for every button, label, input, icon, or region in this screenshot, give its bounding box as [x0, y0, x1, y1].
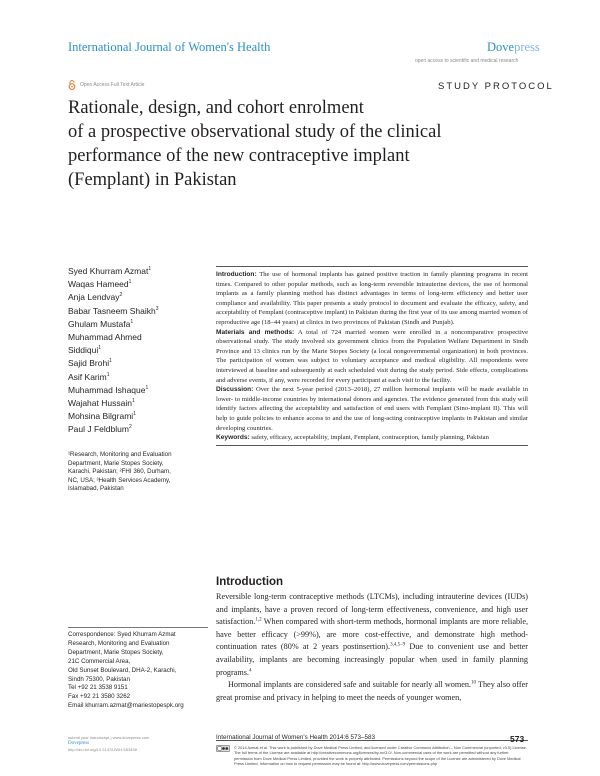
author: Syed Khurram Azmat$^1$: [68, 266, 152, 276]
author: Babar Tasneem Shaikh$^3$: [68, 305, 159, 316]
affiliation-line: NC, USA; ³Health Services Academy,: [68, 476, 171, 484]
abstract: [216, 266, 528, 446]
footer-dovepress: Dovepress: [68, 741, 90, 746]
publisher-logo-dark: press: [514, 40, 540, 54]
affiliation-line: Department, Marie Stopes Society,: [68, 459, 164, 467]
introduction-body: [216, 591, 528, 704]
author: Paul J Feldblum$^2$: [68, 424, 132, 435]
author: Asif Karim$^1$: [68, 371, 110, 382]
journal-name: International Journal of Women's Health: [68, 40, 271, 54]
correspondence-line: Correspondence: Syed Khurram Azmat: [68, 631, 176, 638]
open-access-lock-icon: [68, 80, 76, 90]
affiliations: [68, 451, 213, 494]
abstract-introduction: Introduction: The use of hormonal implants has gained positive traction in family planning programs in recent times. Compared to other popular methods, such as long-term reversible intrauterine devices, the use of hormonal implants as a family planning method has distinct advantages in terms of long-term efficiency and better user compliance and availability. This paper presents a study protocol to document and evaluate the efficacy, safety, and acceptability of Femplant (contraceptive implant) in Pakistan during the first year of its use among married women of reproductive age (18–44 years) at clinics in two provinces of Pakistan (Sindh and Punjab).: [216, 271, 528, 326]
correspondence-divider: [68, 627, 208, 628]
license-text: © 2014 Azmat et al. This work is published by Dove Medical Press Limited, and licensed under Creative Commons Attribution – Non Commercial (unported, v3.0) License. The full terms of the License are available at http://creativecommons.org/licenses/by-nc/3.0/. Non-commercial uses of the work are permitted without any further permission from Dove Medical Press Limited, provided the work is properly attributed. Permissions beyond the scope of the License are administered by Dove Medical Press Limited. Information on how to request permission may be found at: http://www.dovepress.com/permissions.php: [234, 745, 528, 766]
correspondence-line: Research, Monitoring and Evaluation: [68, 639, 170, 647]
correspondence-line: Department, Marie Stopes Society,: [68, 648, 164, 656]
affiliation-line: Islamabad, Pakistan: [68, 485, 124, 493]
abstract-discussion: Discussion: Over the next 5-year period (2013–2018), 27 million hormonal implants will be made available in lower- to middle-income countries by international donors and agencies. The evidence generated from this study will identify factors affecting the acceptability and satisfaction of end users with Femplant (Sino-implant II). This will help to guide policies to enhance access to and the use of long-acting contraceptive implants in Pakistan and similar developing countries.: [216, 386, 528, 432]
author: Ghulam Mustafa$^1$: [68, 318, 134, 329]
paragraph: Hormonal implants are considered safe and suitable for nearly all women.$^{10}$ They also offer great promise and privacy in helping to meet the needs of younger women,: [216, 680, 528, 702]
author: Siddiqui$^1$: [68, 345, 102, 356]
author: Anja Lendvay$^2$: [68, 292, 123, 303]
correspondence-line: Sindh 75300, Pakistan: [68, 675, 130, 683]
correspondence: [68, 631, 213, 711]
license-block: [216, 745, 528, 766]
doi-link[interactable]: http://dx.doi.org/10.2147/IJWH.S53458: [68, 747, 137, 752]
footer-left: [68, 735, 208, 753]
author: Muhammad Ishaque$^1$: [68, 384, 149, 395]
abstract-keywords: Keywords: safety, efficacy, acceptability, implant, Femplant, contraception, family planning, Pakistan: [216, 434, 489, 442]
affiliation-line: ¹Research, Monitoring and Evaluation: [68, 451, 172, 458]
author: Wajahat Hussain$^1$: [68, 398, 135, 409]
title-line: of a prospective observational study of the clinical: [68, 122, 442, 142]
section-heading: Introduction: [216, 576, 284, 588]
correspondence-line: Old Sunset Boulevard, DHA-2, Karachi,: [68, 666, 177, 674]
title-line: Rationale, design, and cohort enrolment: [68, 98, 364, 118]
open-access-label: [68, 80, 144, 90]
author: Muhammad Ahmed: [68, 332, 142, 343]
article-title: [68, 96, 568, 192]
abstract-methods: Materials and methods: A total of 724 married women were enrolled in a noncomparative prospective observational study. The study involved six government clinics from the Population Welfare Department in Sindh Province and 13 clinics run by the Marie Stopes Society (a local nongovernmental organization) in both provinces. The participation of women was subject to voluntary acceptance and medical eligibility. All respondents were interviewed at baseline and subsequently at each scheduled visit during the study period. Side effects, complications and adverse events, if any, were recorded for every participant at each visit to the facility.: [216, 328, 528, 384]
correspondence-line: 21C Commercial Area,: [68, 657, 131, 665]
title-line: (Femplant) in Pakistan: [68, 170, 237, 190]
publisher-tagline: open access to scientific and medical research: [415, 58, 519, 64]
publisher-logo-light: Dove: [487, 40, 515, 54]
affiliation-line: Karachi, Pakistan; ²FHI 360, Durham,: [68, 468, 171, 476]
author: Waqas Hameed$^1$: [68, 279, 132, 290]
open-access-text: Open Access Full Text Article: [80, 82, 145, 88]
correspondence-email[interactable]: Email khurram.azmat@mariestopespk.org: [68, 702, 184, 710]
paragraph: Reversible long-term contraceptive methods (LTCMs), including intrauterine devices (IUDs) and implants, have a proven record of long-term effectiveness, convenience, and high user satisfaction.$^{1,2}$ When compared with short-term methods, hormonal implants are more reliable, have better efficacy (>99%), are more cost-effective, and demonstrate high method-continuation rates (80% at 2 years postinsertion).$^{3,4,5-9}$ Due to convenient use and better availability, implants are becoming increasingly popular when used in family planning programs.$^4$: [216, 592, 528, 677]
author-list: [68, 265, 213, 437]
creative-commons-icon: [216, 745, 230, 752]
submit-link[interactable]: submit your manuscript | www.dovepress.com: [68, 735, 150, 740]
page-number: 573: [510, 734, 525, 744]
correspondence-line: Tel +92 21 3538 9151: [68, 684, 128, 692]
footer-citation: International Journal of Women's Health 2014:6 573–583: [216, 734, 375, 741]
title-line: performance of the new contraceptive implant: [68, 146, 410, 166]
author: Mohsina Bilgrami$^1$: [68, 411, 136, 422]
publisher-logo: [487, 40, 540, 55]
article-type: STUDY PROTOCOL: [438, 81, 554, 92]
correspondence-line: Fax +92 21 3580 3262: [68, 693, 131, 701]
author: Sajid Brohi$^1$: [68, 358, 112, 369]
